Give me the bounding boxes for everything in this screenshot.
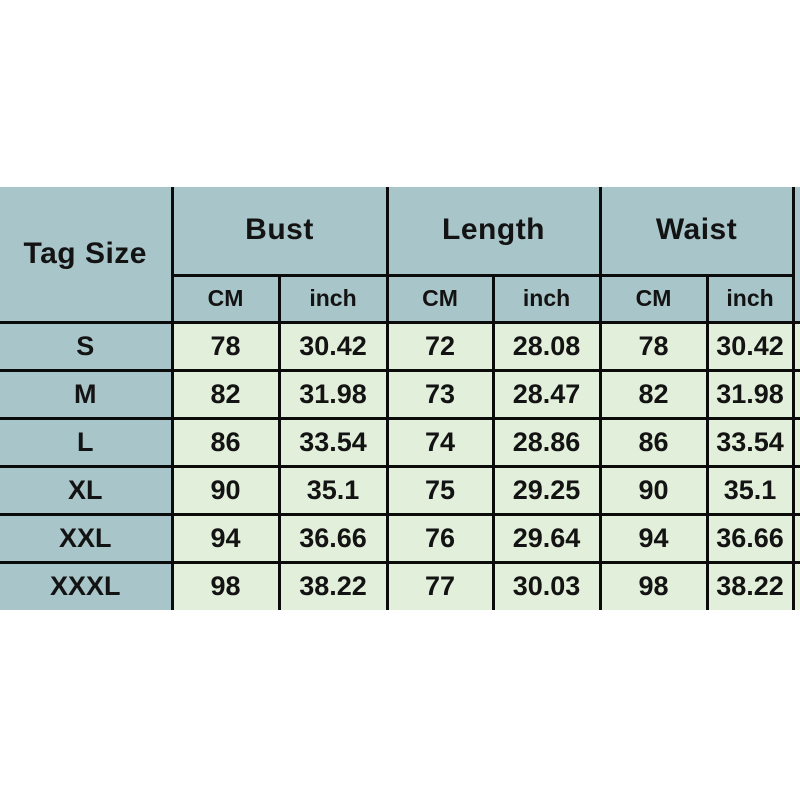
value-cell: 36.66 <box>707 514 793 562</box>
value-cell: 29.64 <box>493 514 600 562</box>
value-cell: 73 <box>387 370 493 418</box>
value-cell: 76 <box>387 514 493 562</box>
value-cell: 72 <box>387 322 493 370</box>
size-cell: XXXL <box>0 562 172 610</box>
size-cell: XL <box>0 466 172 514</box>
value-cell: 90 <box>172 466 279 514</box>
size-cell: S <box>0 322 172 370</box>
unit-header-waist-cm: CM <box>600 275 707 322</box>
value-cell: 82 <box>172 370 279 418</box>
value-cell: 30.42 <box>707 322 793 370</box>
cropped-edge-sliver <box>793 514 800 562</box>
corner-header-tag-size: Tag Size <box>0 187 172 322</box>
unit-header-waist-inch: inch <box>707 275 793 322</box>
size-chart-image <box>0 187 800 610</box>
value-cell: 90 <box>600 466 707 514</box>
value-cell: 77 <box>387 562 493 610</box>
value-cell: 98 <box>172 562 279 610</box>
value-cell: 31.98 <box>279 370 387 418</box>
value-cell: 86 <box>600 418 707 466</box>
value-cell: 78 <box>600 322 707 370</box>
value-cell: 29.25 <box>493 466 600 514</box>
table-row-l <box>0 418 800 466</box>
value-cell: 28.08 <box>493 322 600 370</box>
unit-header-length-inch: inch <box>493 275 600 322</box>
value-cell: 35.1 <box>707 466 793 514</box>
value-cell: 30.42 <box>279 322 387 370</box>
table-row-xl <box>0 466 800 514</box>
cropped-edge-sliver <box>793 418 800 466</box>
group-header-length: Length <box>387 187 600 275</box>
value-cell: 86 <box>172 418 279 466</box>
unit-header-bust-inch: inch <box>279 275 387 322</box>
value-cell: 82 <box>600 370 707 418</box>
unit-header-length-cm: CM <box>387 275 493 322</box>
value-cell: 31.98 <box>707 370 793 418</box>
value-cell: 30.03 <box>493 562 600 610</box>
table-row-xxxl <box>0 562 800 610</box>
value-cell: 74 <box>387 418 493 466</box>
table-row-xxl <box>0 514 800 562</box>
cropped-edge-sliver <box>793 370 800 418</box>
cropped-edge-sliver <box>793 466 800 514</box>
unit-header-bust-cm: CM <box>172 275 279 322</box>
value-cell: 28.86 <box>493 418 600 466</box>
value-cell: 28.47 <box>493 370 600 418</box>
value-cell: 38.22 <box>279 562 387 610</box>
size-cell: L <box>0 418 172 466</box>
value-cell: 33.54 <box>279 418 387 466</box>
table-row-m <box>0 370 800 418</box>
value-cell: 35.1 <box>279 466 387 514</box>
value-cell: 98 <box>600 562 707 610</box>
table-row-s <box>0 322 800 370</box>
value-cell: 94 <box>600 514 707 562</box>
cropped-edge-sliver <box>793 562 800 610</box>
group-header-bust: Bust <box>172 187 387 275</box>
size-cell: M <box>0 370 172 418</box>
cropped-edge-sliver <box>793 322 800 370</box>
value-cell: 75 <box>387 466 493 514</box>
value-cell: 33.54 <box>707 418 793 466</box>
cropped-edge-sliver-header <box>793 187 800 322</box>
value-cell: 94 <box>172 514 279 562</box>
group-header-row <box>0 187 800 275</box>
value-cell: 38.22 <box>707 562 793 610</box>
group-header-waist: Waist <box>600 187 793 275</box>
value-cell: 36.66 <box>279 514 387 562</box>
value-cell: 78 <box>172 322 279 370</box>
size-cell: XXL <box>0 514 172 562</box>
size-chart-table <box>0 187 800 610</box>
